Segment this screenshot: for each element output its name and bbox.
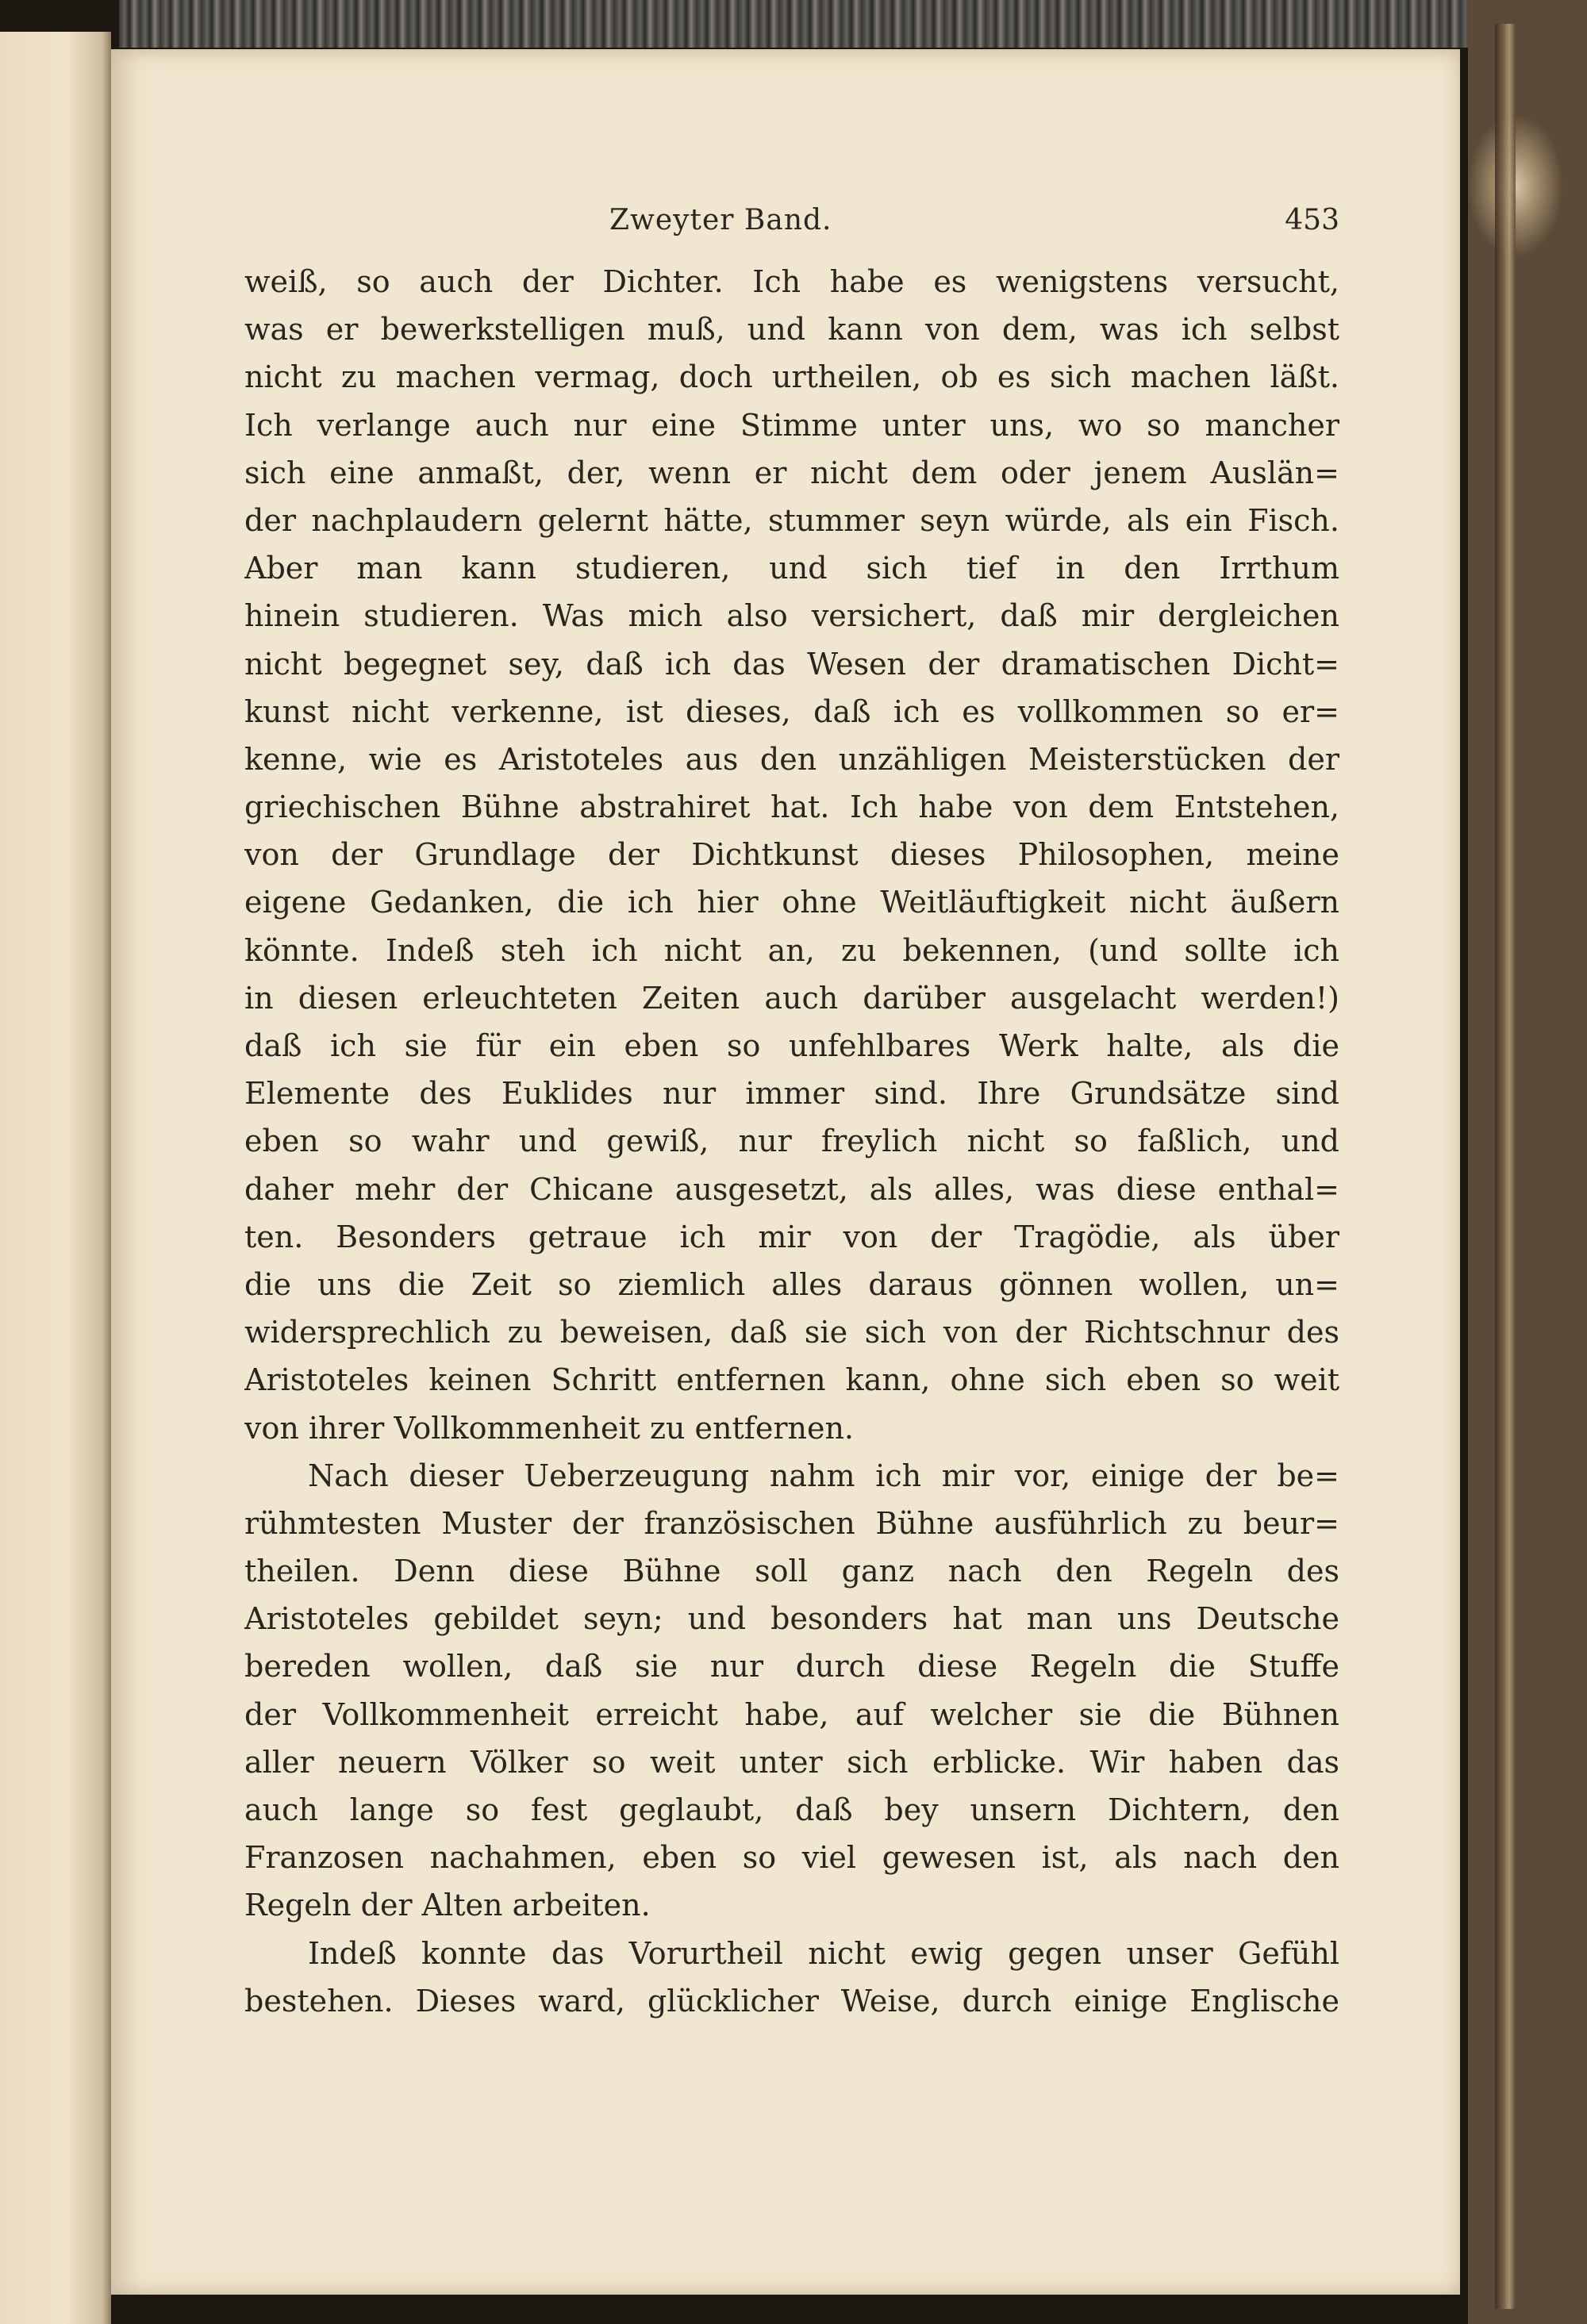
underlying-leaf-edge — [119, 0, 1500, 48]
text-line: widersprechlich zu beweisen, daß sie sich von der Richtschnur des — [244, 1315, 1339, 1350]
text-line: Ich verlange auch nur eine Stimme unter uns, wo so mancher — [244, 407, 1339, 443]
text-line: Aber man kann studieren, und sich tief in den Irrthum — [244, 551, 1339, 586]
text-line: der Vollkommenheit erreicht habe, auf welcher sie die Bühnen — [244, 1696, 1339, 1732]
text-line: eigene Gedanken, die ich hier ohne Weitläuftigkeit nicht äußern — [244, 885, 1339, 920]
page-content — [244, 204, 1339, 2025]
text-line: aller neuern Völker so weit unter sich erblicke. Wir haben das — [244, 1744, 1339, 1780]
text-line: Aristoteles keinen Schritt entfernen kann, ohne sich eben so weit — [244, 1362, 1339, 1398]
body-text — [244, 258, 1339, 2025]
book-page — [111, 49, 1460, 2295]
text-line: bereden wollen, daß sie nur durch diese Regeln die Stuffe — [244, 1649, 1339, 1684]
text-line: Regeln der Alten arbeiten. — [244, 1888, 651, 1923]
text-line: auch lange so fest geglaubt, daß bey unsern Dichtern, den — [244, 1792, 1339, 1827]
text-line: Elemente des Euklides nur immer sind. Ihre Grundsätze sind — [244, 1076, 1339, 1112]
text-line: der nachplaudern gelernt hätte, stummer seyn würde, als ein Fisch. — [244, 502, 1339, 538]
text-line: Nach dieser Ueberzeugung nahm ich mir vor, einige der be= — [308, 1458, 1339, 1493]
text-line: Aristoteles gebildet seyn; und besonders hat man uns Deutsche — [244, 1601, 1339, 1637]
text-line: weiß, so auch der Dichter. Ich habe es wenigstens versucht, — [244, 264, 1339, 299]
text-line: hinein studieren. Was mich also versichert, daß mir dergleichen — [244, 598, 1339, 634]
text-line: eben so wahr und gewiß, nur freylich nicht so faßlich, und — [244, 1124, 1339, 1159]
text-line: nicht begegnet sey, daß ich das Wesen der dramatischen Dicht= — [244, 646, 1339, 682]
board-spine-edge — [1495, 24, 1516, 2309]
running-head — [244, 204, 1339, 252]
text-line: bestehen. Dieses ward, glücklicher Weise, durch einige Englische — [244, 1983, 1339, 2019]
text-line: daher mehr der Chicane ausgesetzt, als alles, was diese enthal= — [244, 1171, 1339, 1207]
text-line: was er bewerkstelligen muß, und kann von dem, was ich selbst — [244, 312, 1339, 348]
text-line: rühmtesten Muster der französischen Bühne ausführlich zu beur= — [244, 1505, 1339, 1541]
text-line: daß ich sie für ein eben so unfehlbares Werk halte, als die — [244, 1028, 1339, 1063]
text-line: die uns die Zeit so ziemlich alles daraus gönnen wollen, un= — [244, 1266, 1339, 1302]
text-line: von der Grundlage der Dichtkunst dieses Philosophen, meine — [244, 837, 1339, 873]
text-line: kunst nicht verkenne, ist dieses, daß ich es vollkommen so er= — [244, 693, 1339, 729]
text-line: Franzosen nachahmen, eben so viel gewesen ist, als nach den — [244, 1840, 1339, 1876]
page-number: 453 — [1285, 204, 1339, 236]
text-line: von ihrer Vollkommenheit zu entfernen. — [244, 1410, 854, 1446]
text-line: sich eine anmaßt, der, wenn er nicht dem oder jenem Auslän= — [244, 455, 1339, 490]
text-line: griechischen Bühne abstrahiret hat. Ich habe von dem Entstehen, — [244, 789, 1339, 825]
text-line: könnte. Indeß steh ich nicht an, zu bekennen, (und sollte ich — [244, 932, 1339, 968]
marbled-board — [1468, 0, 1587, 2324]
previous-page-edge — [0, 32, 111, 2324]
running-title: Zweyter Band. — [609, 204, 832, 236]
text-line: ten. Besonders getraue ich mir von der Tragödie, als über — [244, 1219, 1339, 1254]
text-line: kenne, wie es Aristoteles aus den unzähligen Meisterstücken der — [244, 741, 1339, 777]
text-line: Indeß konnte das Vorurtheil nicht ewig gegen unser Gefühl — [308, 1935, 1339, 1971]
text-line: nicht zu machen vermag, doch urtheilen, ob es sich machen läßt. — [244, 359, 1339, 395]
text-line: in diesen erleuchteten Zeiten auch darüber ausgelacht werden!) — [244, 980, 1339, 1016]
text-line: theilen. Denn diese Bühne soll ganz nach den Regeln des — [244, 1554, 1339, 1589]
